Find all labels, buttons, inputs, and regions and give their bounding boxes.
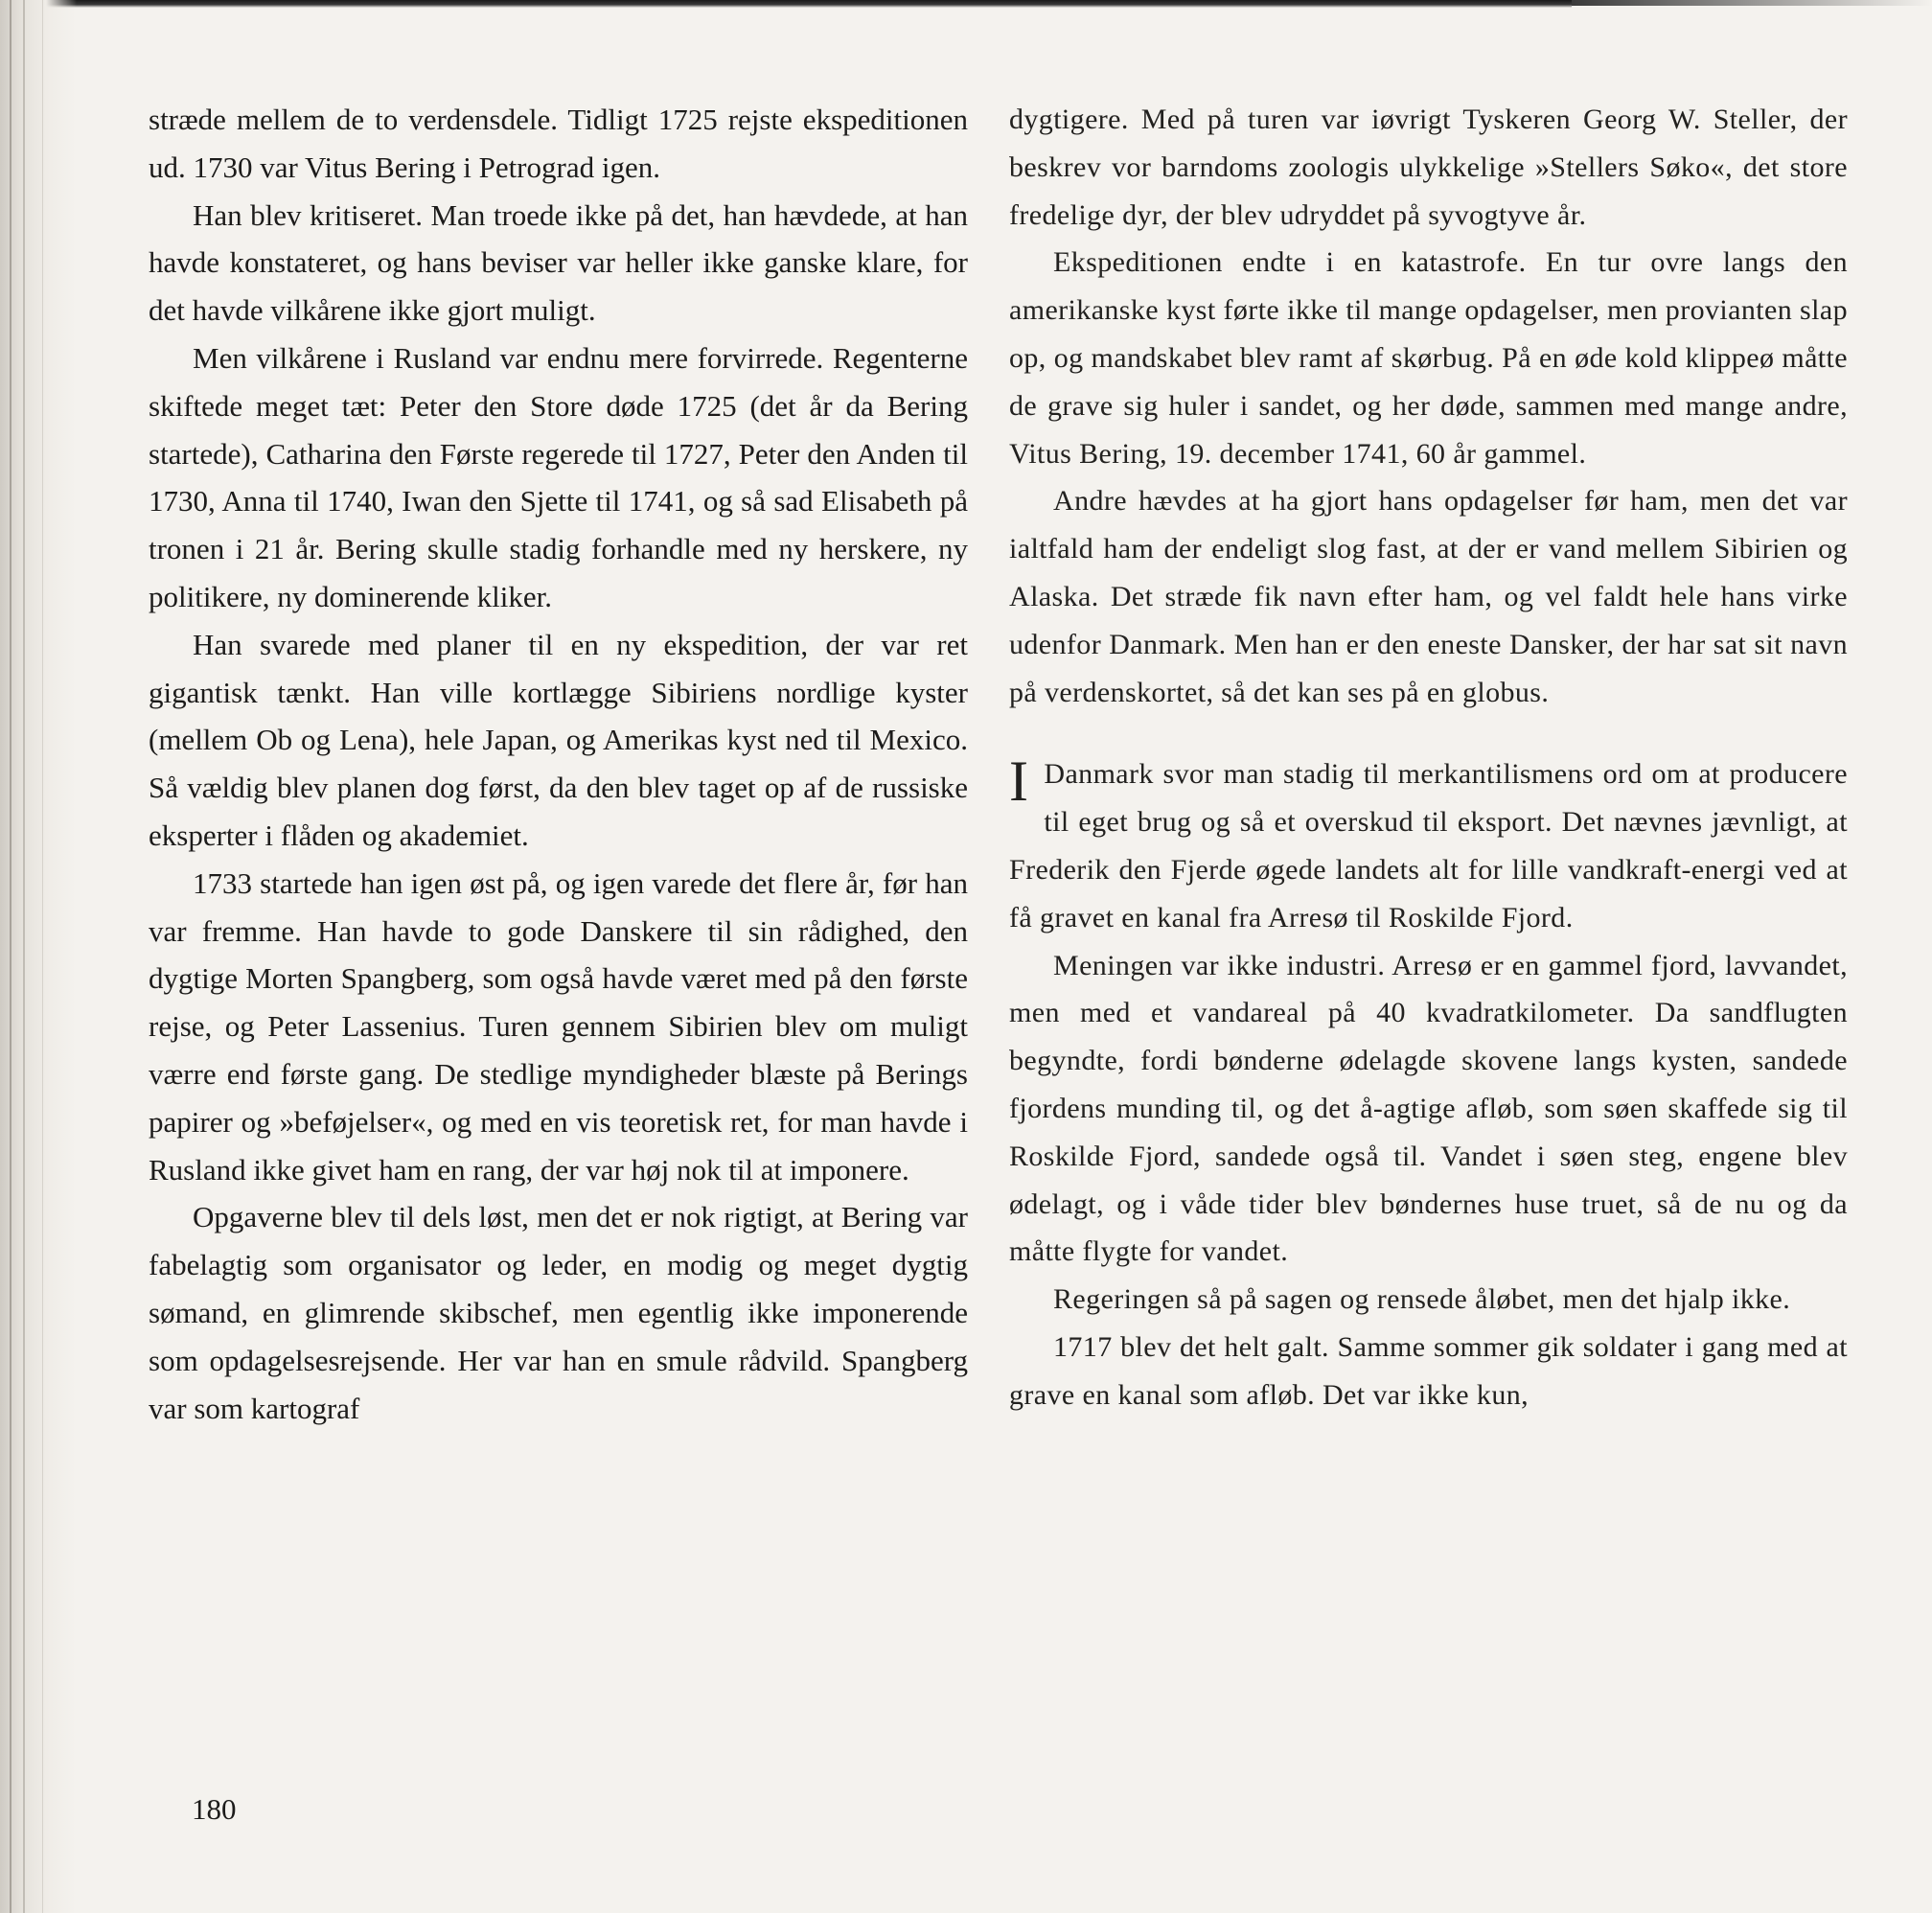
paragraph: Men vilkårene i Rusland var endnu mere forvirrede. Regenterne skiftede meget tæt: Peter den Store døde 1725 (det år da Bering startede), Catharina den Første regerede til 1727, Peter den Anden til 1730, Anna til 1740, Iwan den Sjette til 1741, og så sad Elisabeth på tronen i 21 år. Bering skulle stadig forhandle med ny herskere, ny politikere, ny dominerende kliker. [149,340,968,613]
page-top-edge [0,0,1572,8]
paragraph: Regeringen så på sagen og rensede åløbet, men det hjalp ikke. [1053,1283,1791,1316]
page-top-edge-fade [1572,0,1932,6]
gutter-line [10,0,12,1913]
left-text-column [149,96,968,1432]
gutter-line [23,0,25,1913]
section-opening-text: Danmark svor man stadig til merkantilismens ord om at producere til eget brug og så et overskud til eksport. Det nævnes jævnligt, at Frederik den Fjerde øgede landets alt for lille vandkraft-energi ved at få gravet en kanal fra Arresø til Roskilde Fjord. [1009,758,1848,933]
section-opening-paragraph [1009,750,1848,941]
right-text-column [1009,96,1848,1419]
paragraph: 1733 startede han igen øst på, og igen varede det flere år, før han var fremme. Han havde to gode Danskere til sin rådighed, den dygtige Morten Spangberg, som også havde været med på den første rejse, og Peter Lassenius. Turen gennem Sibirien blev om muligt værre end første gang. De stedlige myndigheder blæste på Berings papirer og »beføjelser«, og med en vis teoretisk ret, for man havde i Rusland ikke givet ham en rang, der var høj nok til at imponere. [149,865,968,1187]
paragraph: stræde mellem de to verdensdele. Tidligt 1725 rejste ekspeditionen ud. 1730 var Vitus Bering i Petrograd igen. [149,103,968,184]
paragraph: Andre hævdes at ha gjort hans opdagelser før ham, men det var ialtfald ham der endeligt slog fast, at der er vand mellem Sibirien og Alaska. Det stræde fik navn efter ham, og vel faldt hele hans virke udenfor Danmark. Men han er den eneste Dansker, der har sat sit navn på verdenskortet, så det kan ses på en globus. [1009,485,1848,708]
drop-cap: I [1009,749,1029,814]
book-gutter [0,0,77,1913]
paragraph: 1717 blev det helt galt. Samme sommer gik soldater i gang med at grave en kanal som afløb. Det var ikke kun, [1009,1330,1848,1411]
page-number: 180 [192,1792,237,1826]
paragraph: Ekspeditionen endte i en katastrofe. En tur ovre langs den amerikanske kyst førte ikke til mange opdagelser, men provianten slap op, og mandskabet blev ramt af skørbug. På en øde kold klippeø måtte de grave sig huler i sandet, og her døde, sammen med mange andre, Vitus Bering, 19. december 1741, 60 år gammel. [1009,246,1848,470]
paragraph: Meningen var ikke industri. Arresø er en gammel fjord, lavvandet, men med et vandareal på 40 kvadratkilometer. Da sandflugten begyndte, fordi bønderne ødelagde skovene langs kysten, sandede fjordens munding til, og det å-agtige afløb, som søen skaffede sig til Roskilde Fjord, sandede også til. Vandet i søen steg, engene blev ødelagt, og i våde tider blev bøndernes huse truet, så de nu og da måtte flygte for vandet. [1009,949,1848,1268]
paragraph: Han svarede med planer til en ny ekspedition, der var ret gigantisk tænkt. Han ville kortlægge Sibiriens nordlige kyster (mellem Ob og Lena), hele Japan, og Amerikas kyst ned til Mexico. Så vældig blev planen dog først, da den blev taget op af de russiske eksperter i flåden og akademiet. [149,627,968,852]
paragraph: dygtigere. Med på turen var iøvrigt Tyskeren Georg W. Steller, der beskrev vor barndoms zoologis ulykkelige »Stellers Søko«, det store fredelige dyr, der blev udryddet på syvogtyve år. [1009,104,1848,231]
gutter-line [42,0,43,1913]
paragraph: Han blev kritiseret. Man troede ikke på det, han hævdede, at han havde konstateret, og hans beviser var heller ikke ganske klare, for det havde vilkårene ikke gjort muligt. [149,197,968,328]
paragraph: Opgaverne blev til dels løst, men det er nok rigtigt, at Bering var fabelagtig som organisator og leder, en modig og meget dygtig sømand, en glimrende skibschef, men egentlig ikke imponerende som opdagelsesrejsende. Her var han en smule rådvild. Spangberg var som kartograf [149,1200,968,1425]
